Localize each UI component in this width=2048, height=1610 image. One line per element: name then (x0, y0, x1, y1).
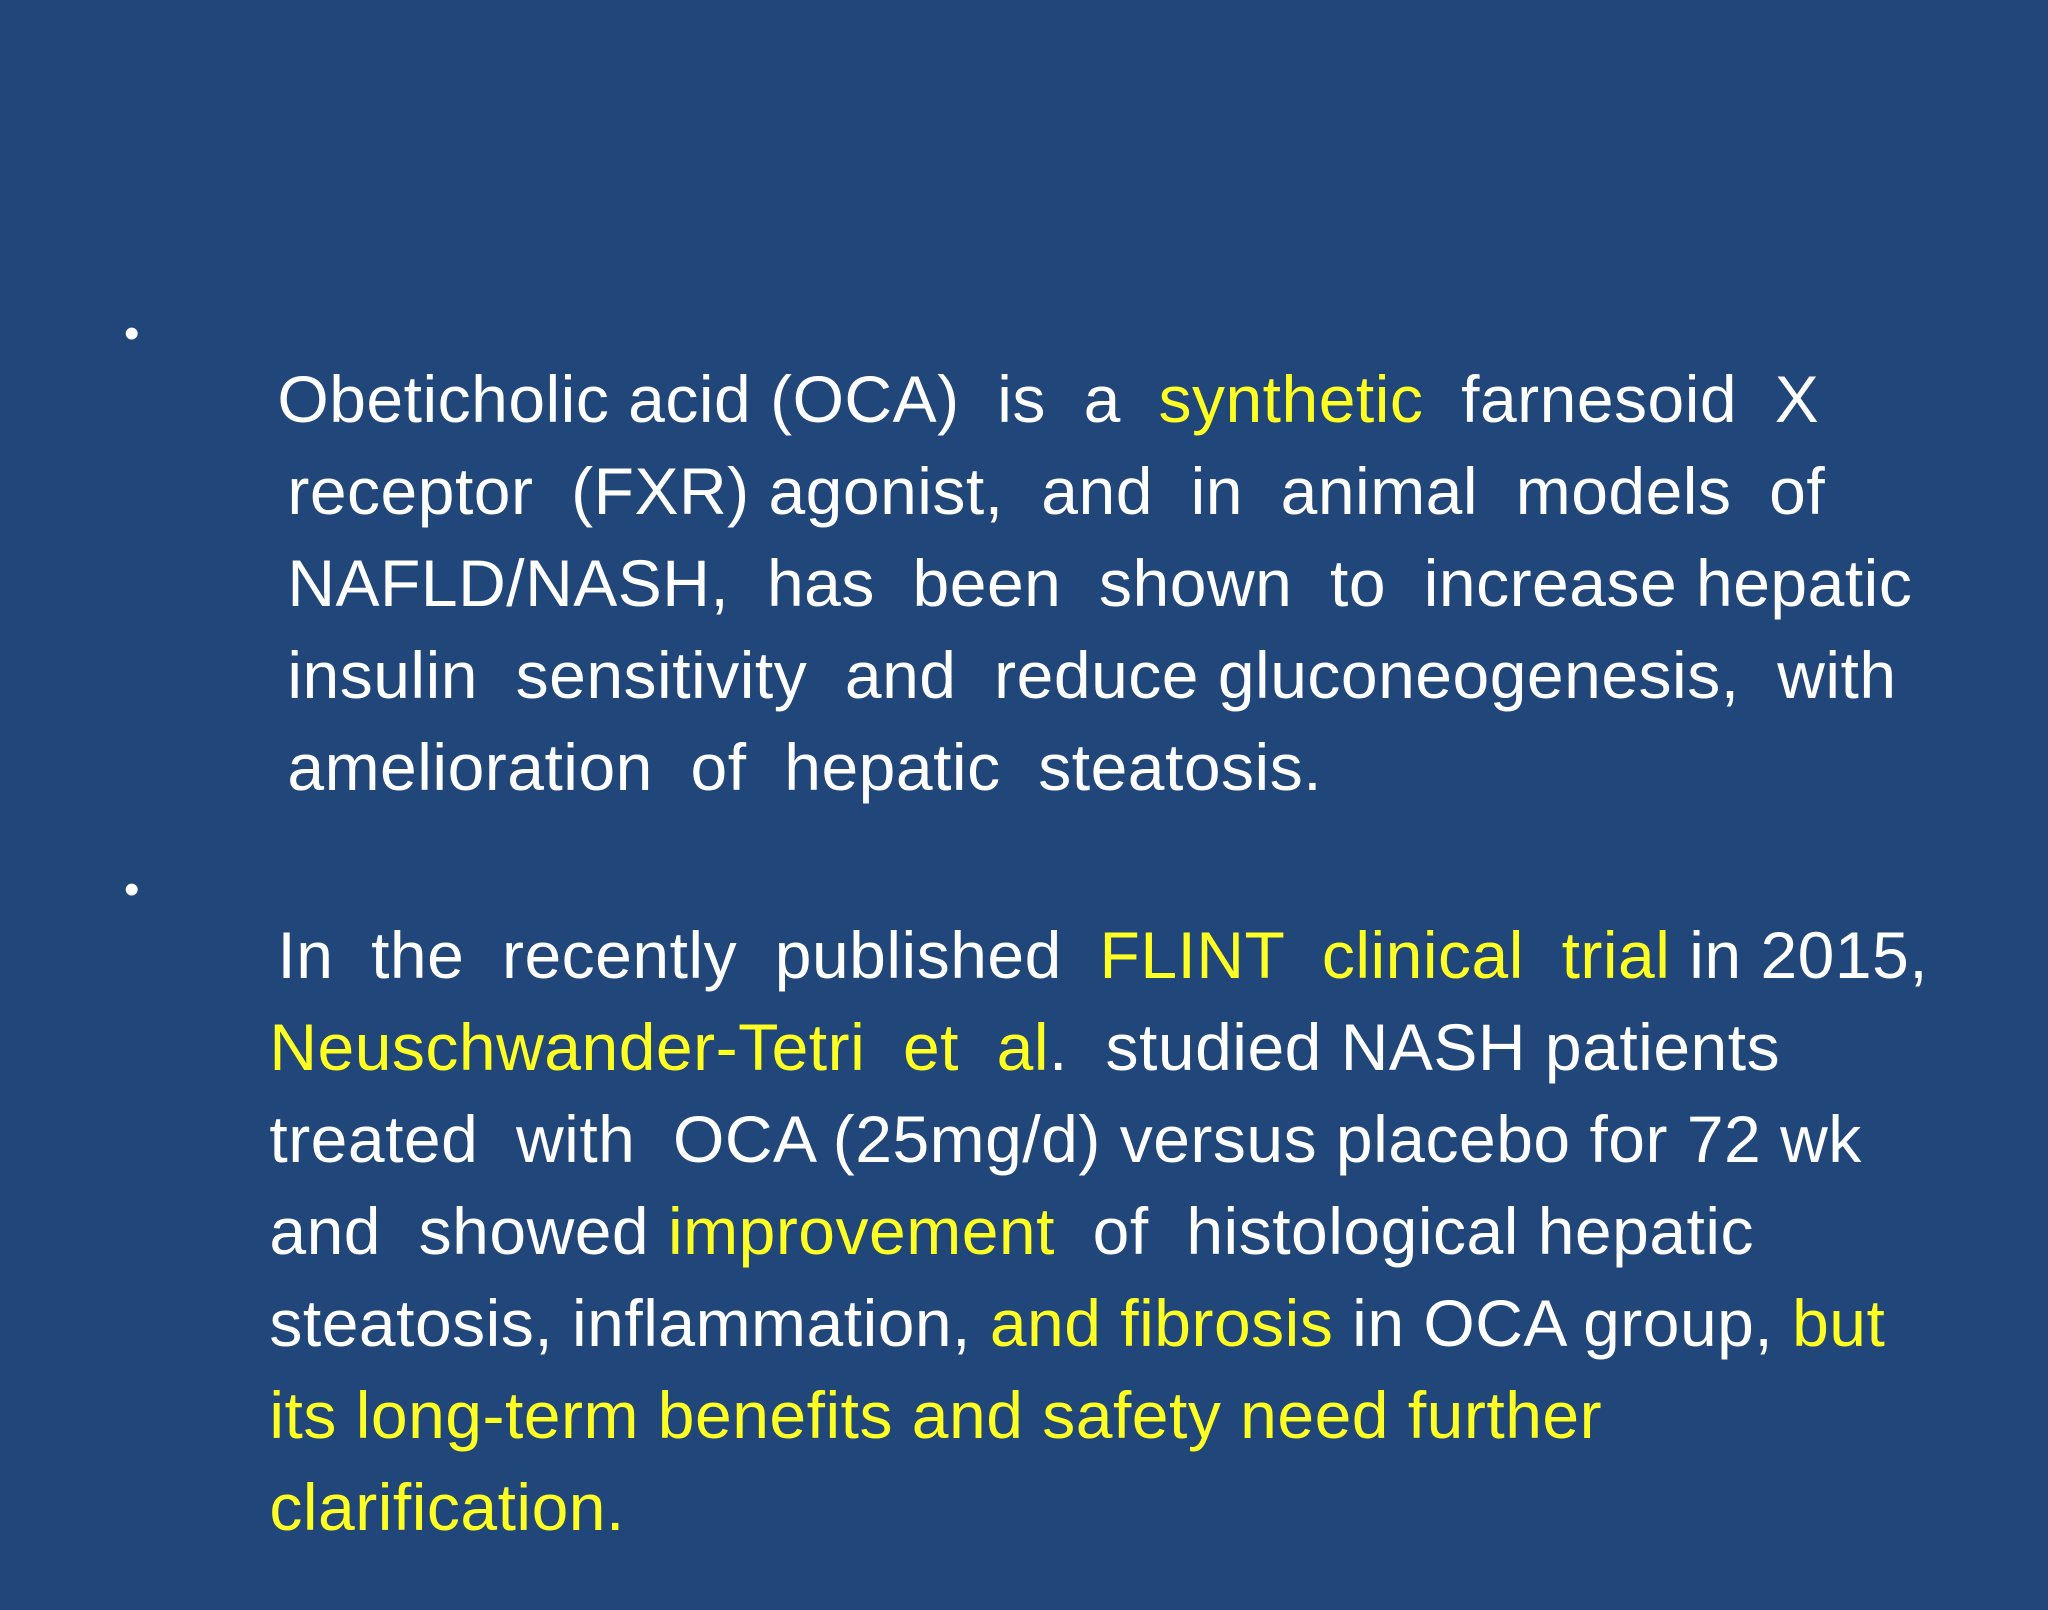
text-segment: amelioration of hepatic steatosis. (287, 730, 1323, 804)
text-segment: In the recently published (277, 918, 1100, 992)
text-segment: in 2015, (1670, 918, 1929, 992)
highlighted-text: clarification. (269, 1470, 625, 1544)
highlighted-text: improvement (667, 1194, 1055, 1268)
text-segment: Obeticholic acid (OCA) is a (277, 362, 1159, 436)
highlighted-text: FLINT clinical trial (1099, 918, 1671, 992)
text-segment: in OCA group, (1333, 1286, 1793, 1360)
highlighted-text: but (1792, 1286, 1886, 1360)
text-segment: of histological hepatic (1054, 1194, 1755, 1268)
highlighted-text: Neuschwander-Tetri et al (269, 1010, 1050, 1084)
text-segment: farnesoid X (1423, 362, 1820, 436)
bullet-2-line-7 (194, 1408, 625, 1606)
text-segment: and showed (269, 1194, 668, 1268)
text-segment: insulin sensitivity and reduce gluconeogenesis, with (287, 638, 1897, 712)
bullet-marker: • (124, 309, 140, 358)
text-segment: . studied NASH patients (1049, 1010, 1781, 1084)
text-segment: treated with OCA (25mg/d) versus placebo for 72 wk (269, 1102, 1862, 1176)
highlighted-text: its long-term benefits and safety need further (269, 1378, 1603, 1452)
text-segment: receptor (FXR) agonist, and in animal models of (287, 454, 1826, 528)
text-segment: NAFLD/NASH, has been shown to increase hepatic (287, 546, 1913, 620)
highlighted-text: synthetic (1158, 362, 1424, 436)
highlighted-text: and fibrosis (989, 1286, 1334, 1360)
bullet-1-line-5 (212, 668, 1322, 866)
text-segment: steatosis, inflammation, (269, 1286, 990, 1360)
bullet-marker: • (124, 865, 140, 914)
